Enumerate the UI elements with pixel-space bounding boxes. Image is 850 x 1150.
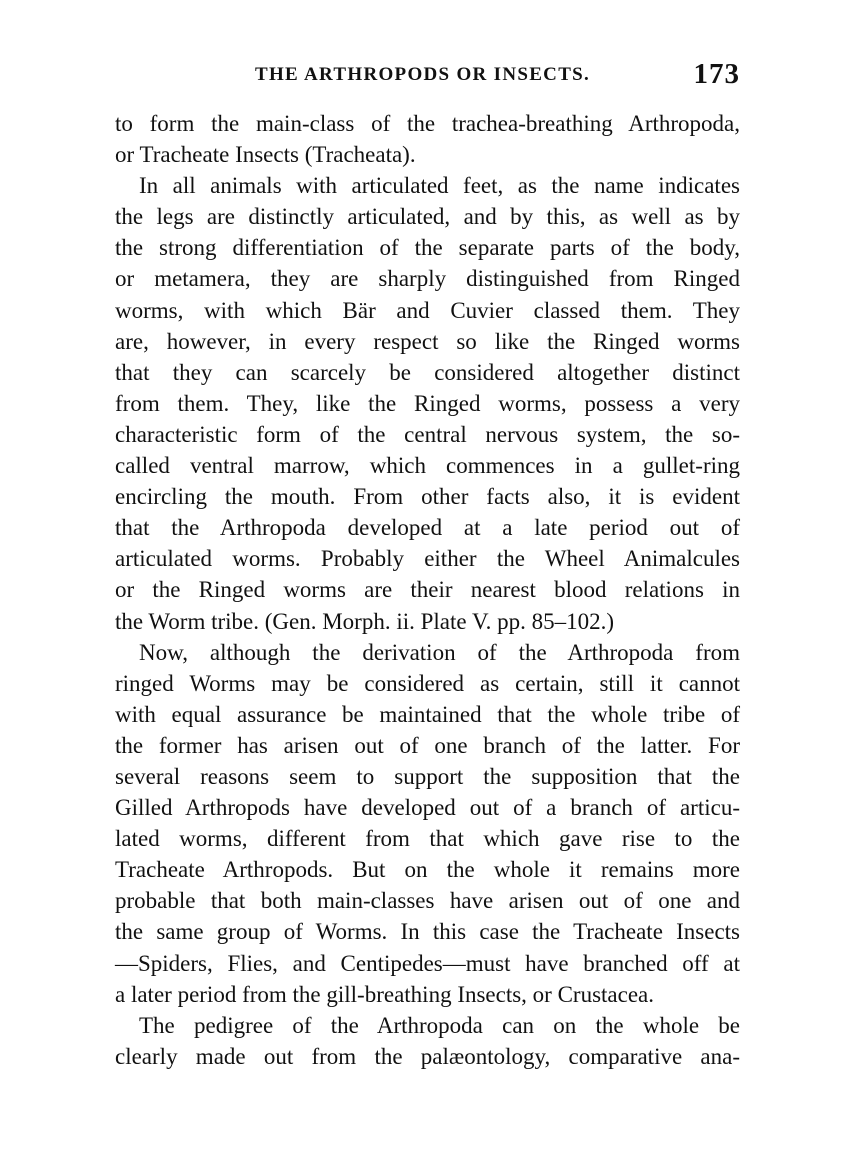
text-line: that the Arthropoda developed at a late period out of xyxy=(115,515,740,541)
text-line: to form the main-class of the trachea-breathing Arthropoda, xyxy=(115,111,740,136)
text-line: are, however, in every respect so like the Ringed worms xyxy=(115,328,740,354)
body-text xyxy=(115,108,740,1072)
paragraph xyxy=(115,1010,740,1072)
text-line: from them. They, like the Ringed worms, possess a very xyxy=(115,390,740,416)
paragraph xyxy=(115,170,740,636)
text-line: the strong differentiation of the separate parts of the body, xyxy=(115,235,740,261)
text-line: Tracheate Arthropods. But on the whole it remains more xyxy=(115,857,740,883)
text-line: Now, although the derivation of the Arthropoda from xyxy=(139,639,740,665)
text-line: encircling the mouth. From other facts also, it is evident xyxy=(115,484,740,510)
running-head xyxy=(115,60,740,96)
text-line: the same group of Worms. In this case the Tracheate Insects xyxy=(115,919,740,945)
text-line: the Worm tribe. (Gen. Morph. ii. Plate V. pp. 85–102.) xyxy=(115,608,614,634)
paragraph xyxy=(115,637,740,1010)
text-line: the former has arisen out of one branch of the latter. For xyxy=(115,732,740,758)
text-line: several reasons seem to support the supposition that the xyxy=(115,763,740,789)
text-line: the legs are distinctly articulated, and by this, as well as by xyxy=(115,204,740,230)
text-line: characteristic form of the central nervous system, the so- xyxy=(115,421,740,447)
text-line: In all animals with articulated feet, as the name indicates xyxy=(139,173,740,199)
text-line: lated worms, different from that which gave rise to the xyxy=(115,826,740,852)
text-line: articulated worms. Probably either the Wheel Animalcules xyxy=(115,546,740,572)
text-line: that they can scarcely be considered altogether distinct xyxy=(115,359,740,385)
text-line: a later period from the gill-breathing Insects, or Crustacea. xyxy=(115,981,655,1007)
page-number: 173 xyxy=(693,58,740,90)
running-title: THE ARTHROPODS OR INSECTS. xyxy=(255,64,591,85)
text-line: with equal assurance be maintained that the whole tribe of xyxy=(115,701,740,727)
text-line: or Tracheate Insects (Tracheata). xyxy=(115,142,416,168)
text-line: Gilled Arthropods have developed out of a branch of articu- xyxy=(115,795,740,821)
paragraph xyxy=(115,108,740,170)
text-line: probable that both main-classes have arisen out of one and xyxy=(115,888,740,914)
text-line: —Spiders, Flies, and Centipedes—must have branched off at xyxy=(115,950,740,976)
text-line: or the Ringed worms are their nearest blood relations in xyxy=(115,577,740,603)
text-line: called ventral marrow, which commences in a gullet-ring xyxy=(115,453,740,479)
text-line: worms, with which Bär and Cuvier classed them. They xyxy=(115,297,740,323)
text-line: clearly made out from the palæontology, comparative ana- xyxy=(115,1043,740,1069)
text-line: or metamera, they are sharply distinguished from Ringed xyxy=(115,266,740,292)
text-line: The pedigree of the Arthropoda can on the whole be xyxy=(139,1012,740,1038)
text-line: ringed Worms may be considered as certain, still it cannot xyxy=(115,670,740,696)
